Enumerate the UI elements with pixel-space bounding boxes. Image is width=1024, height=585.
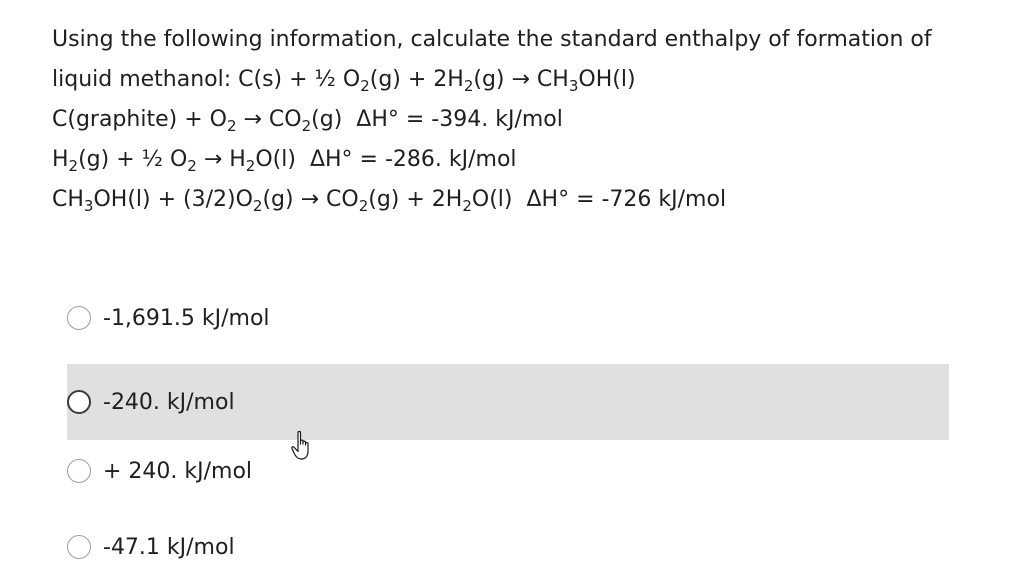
radio-button[interactable]: [67, 459, 91, 483]
subscript: 2: [245, 157, 256, 175]
subscript: 2: [301, 117, 312, 135]
option-4[interactable]: [67, 509, 949, 585]
text-segment: C(graphite) + O: [52, 107, 227, 132]
subscript: 2: [463, 77, 474, 95]
question-line-1-text: Using the following information, calculate the standard enthalpy of formation of: [52, 27, 932, 52]
option-3[interactable]: [67, 433, 949, 509]
enthalpy-value: ΔH° = -286. kJ/mol: [309, 147, 517, 172]
subscript: 2: [360, 77, 370, 95]
enthalpy-value: ΔH° = -726 kJ/mol: [526, 187, 727, 212]
text-segment: (g) + 2H: [368, 187, 463, 212]
text-segment: → H: [196, 147, 246, 172]
radio-button[interactable]: [67, 390, 91, 414]
text-segment: H: [52, 147, 69, 172]
option-label: + 240. kJ/mol: [103, 458, 253, 484]
subscript: 3: [568, 77, 579, 95]
radio-button[interactable]: [67, 306, 91, 330]
text-segment: → CO: [236, 107, 302, 132]
subscript: 2: [187, 157, 197, 175]
subscript: 2: [68, 157, 79, 175]
subscript: 2: [226, 117, 237, 135]
option-2[interactable]: [67, 364, 949, 440]
text-segment: (g) + ½ O: [78, 147, 188, 172]
radio-button[interactable]: [67, 535, 91, 559]
text-segment: O(l): [255, 147, 296, 172]
text-segment: CH: [52, 187, 84, 212]
subscript: 3: [83, 197, 94, 215]
text-segment: (g) → CO: [262, 187, 359, 212]
subscript: 2: [462, 197, 472, 215]
text-segment: liquid methanol: C(s) + ½ O: [52, 67, 361, 92]
option-label: -47.1 kJ/mol: [103, 534, 235, 560]
enthalpy-value: ΔH° = -394. kJ/mol: [356, 107, 563, 132]
option-label: -240. kJ/mol: [103, 389, 235, 415]
hand-pointer-icon: [290, 430, 316, 462]
option-label: -1,691.5 kJ/mol: [103, 305, 270, 331]
text-segment: OH(l) + (3/2)O: [93, 187, 253, 212]
text-segment: O(l): [471, 187, 513, 212]
text-segment: (g) → CH: [473, 67, 569, 92]
text-segment: OH(l): [578, 67, 636, 92]
subscript: 2: [358, 197, 369, 215]
text-segment: (g) + 2H: [369, 67, 464, 92]
option-1[interactable]: [67, 280, 949, 356]
subscript: 2: [252, 197, 263, 215]
text-segment: (g): [311, 107, 343, 132]
